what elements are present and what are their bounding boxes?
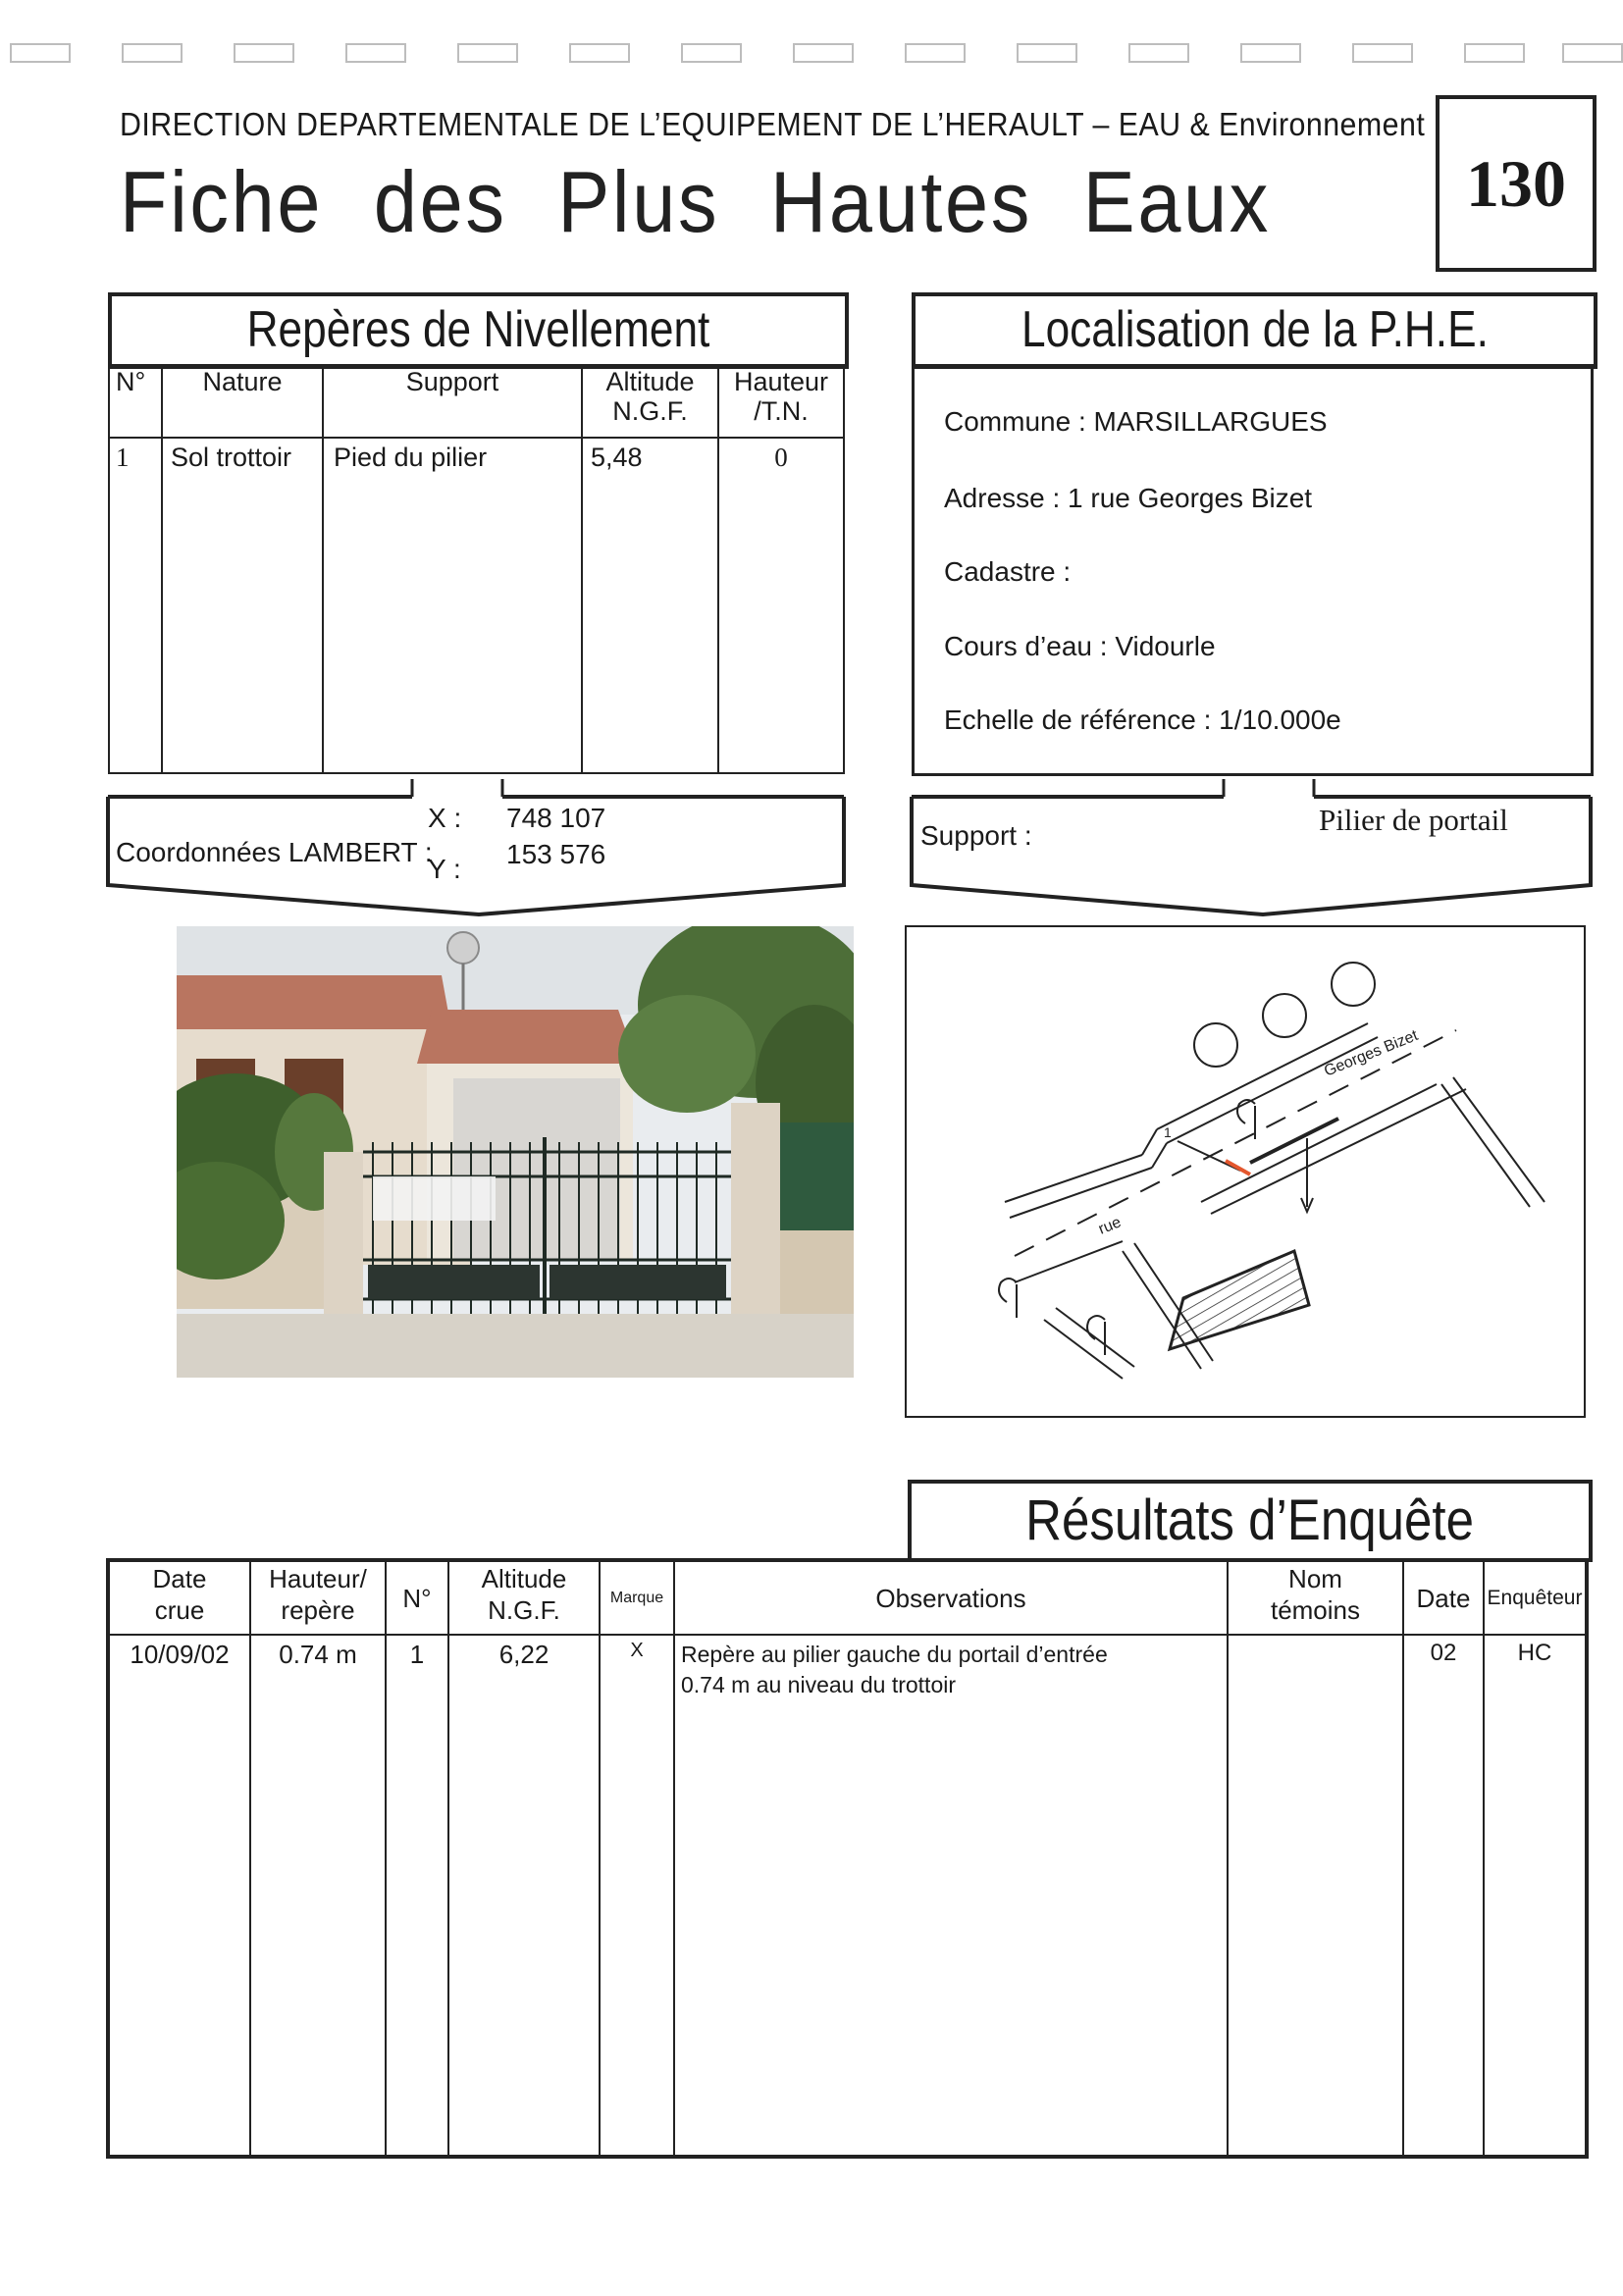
resultats-table xyxy=(106,1558,1589,2159)
perforation xyxy=(1128,43,1189,63)
table-row xyxy=(109,438,844,773)
commune: Commune : MARSILLARGUES xyxy=(944,406,1328,437)
col-marque: Marque xyxy=(600,1560,674,1635)
col-hauteur-repere xyxy=(250,1560,386,1635)
lambert-x-label: X : xyxy=(428,803,462,833)
cell-num: 1 xyxy=(109,438,162,773)
table-row xyxy=(108,1635,1587,2157)
echelle: Echelle de référence : 1/10.000e xyxy=(944,704,1341,735)
cell-altitude: 5,48 xyxy=(582,438,718,773)
cadastre: Cadastre : xyxy=(944,556,1072,587)
perforation xyxy=(1352,43,1413,63)
cell-date-crue: 10/09/02 xyxy=(108,1635,250,2157)
perforation xyxy=(1562,43,1623,63)
localisation-title-text: Localisation de la P.H.E. xyxy=(1021,301,1489,358)
plan-street-label: Georges Bizet xyxy=(1322,1026,1421,1080)
perforation xyxy=(234,43,294,63)
col-altitude xyxy=(582,365,718,438)
cell-support: Pied du pilier xyxy=(323,438,582,773)
col-nom-temoins xyxy=(1228,1560,1403,1635)
perforation xyxy=(457,43,518,63)
cell-observations xyxy=(674,1635,1228,2157)
plan-rue-label: rue xyxy=(1096,1214,1124,1238)
lambert-y-label: Y : xyxy=(428,854,461,884)
col-date-crue-label: Date crue xyxy=(152,1564,207,1625)
perforation xyxy=(905,43,966,63)
perforation xyxy=(122,43,183,63)
lambert-label: Coordonnées LAMBERT : xyxy=(116,837,433,867)
support-value: Pilier de portail xyxy=(1319,803,1508,837)
reperes-table xyxy=(108,364,845,774)
perforation xyxy=(1464,43,1525,63)
perforation xyxy=(569,43,630,63)
cell-nature: Sol trottoir xyxy=(162,438,323,773)
cell-nom-temoins xyxy=(1228,1635,1403,2157)
fiche-number: 130 xyxy=(1436,95,1597,272)
perforation xyxy=(793,43,854,63)
perforation xyxy=(1017,43,1077,63)
page-title: Fiche des Plus Hautes Eaux xyxy=(120,153,1272,250)
col-enqueteur: Enquêteur xyxy=(1484,1560,1587,1635)
cell-hauteur-repere: 0.74 m xyxy=(250,1635,386,2157)
cell-date: 02 xyxy=(1403,1635,1484,2157)
reperes-title xyxy=(108,292,849,369)
col-altitude-label: Altitude N.G.F. xyxy=(605,367,695,426)
col-nom-temoins-label: Nom témoins xyxy=(1270,1564,1361,1625)
col-hauteur xyxy=(718,365,844,438)
observation-line: Repère au pilier gauche du portail d’entrée xyxy=(681,1642,1108,1667)
resultats-title xyxy=(908,1480,1593,1562)
cell-enqueteur: HC xyxy=(1484,1635,1587,2157)
col-num: N° xyxy=(386,1560,448,1635)
support-label: Support : xyxy=(920,820,1032,851)
col-altitude-label: Altitude N.G.F. xyxy=(481,1564,567,1625)
col-observations: Observations xyxy=(674,1560,1228,1635)
site-photo xyxy=(177,926,854,1378)
perforation xyxy=(1240,43,1301,63)
col-nature: Nature xyxy=(162,365,323,438)
cell-hauteur: 0 xyxy=(718,438,844,773)
cell-marque: X xyxy=(600,1635,674,2157)
reperes-header-row xyxy=(109,365,844,438)
plan-marker-label: 1 xyxy=(1164,1124,1172,1140)
col-hauteur-label: Hauteur /T.N. xyxy=(733,367,829,426)
cell-altitude: 6,22 xyxy=(448,1635,600,2157)
resultats-title-text: Résultats d’Enquête xyxy=(1025,1488,1475,1552)
col-altitude xyxy=(448,1560,600,1635)
perforation xyxy=(681,43,742,63)
lambert-y-value: 153 576 xyxy=(506,839,606,869)
cell-num: 1 xyxy=(386,1635,448,2157)
perforation xyxy=(345,43,406,63)
plan-sketch xyxy=(907,927,1584,1416)
reperes-title-text: Repères de Nivellement xyxy=(246,301,710,358)
adresse: Adresse : 1 rue Georges Bizet xyxy=(944,483,1313,513)
col-date-crue xyxy=(108,1560,250,1635)
lambert-x-value: 748 107 xyxy=(506,803,606,833)
perforation xyxy=(10,43,71,63)
observation-line: 0.74 m au niveau du trottoir xyxy=(681,1672,956,1697)
cours-eau: Cours d’eau : Vidourle xyxy=(944,631,1216,661)
localisation-title xyxy=(912,292,1597,369)
resultats-header-row xyxy=(108,1560,1587,1635)
col-support: Support xyxy=(323,365,582,438)
agency-header: DIRECTION DEPARTEMENTALE DE L’EQUIPEMENT DE L’HERAULT – EAU & Environnement xyxy=(120,106,1426,142)
col-date: Date xyxy=(1403,1560,1484,1635)
col-num: N° xyxy=(109,365,162,438)
col-hauteur-repere-label: Hauteur/ repère xyxy=(269,1564,367,1625)
